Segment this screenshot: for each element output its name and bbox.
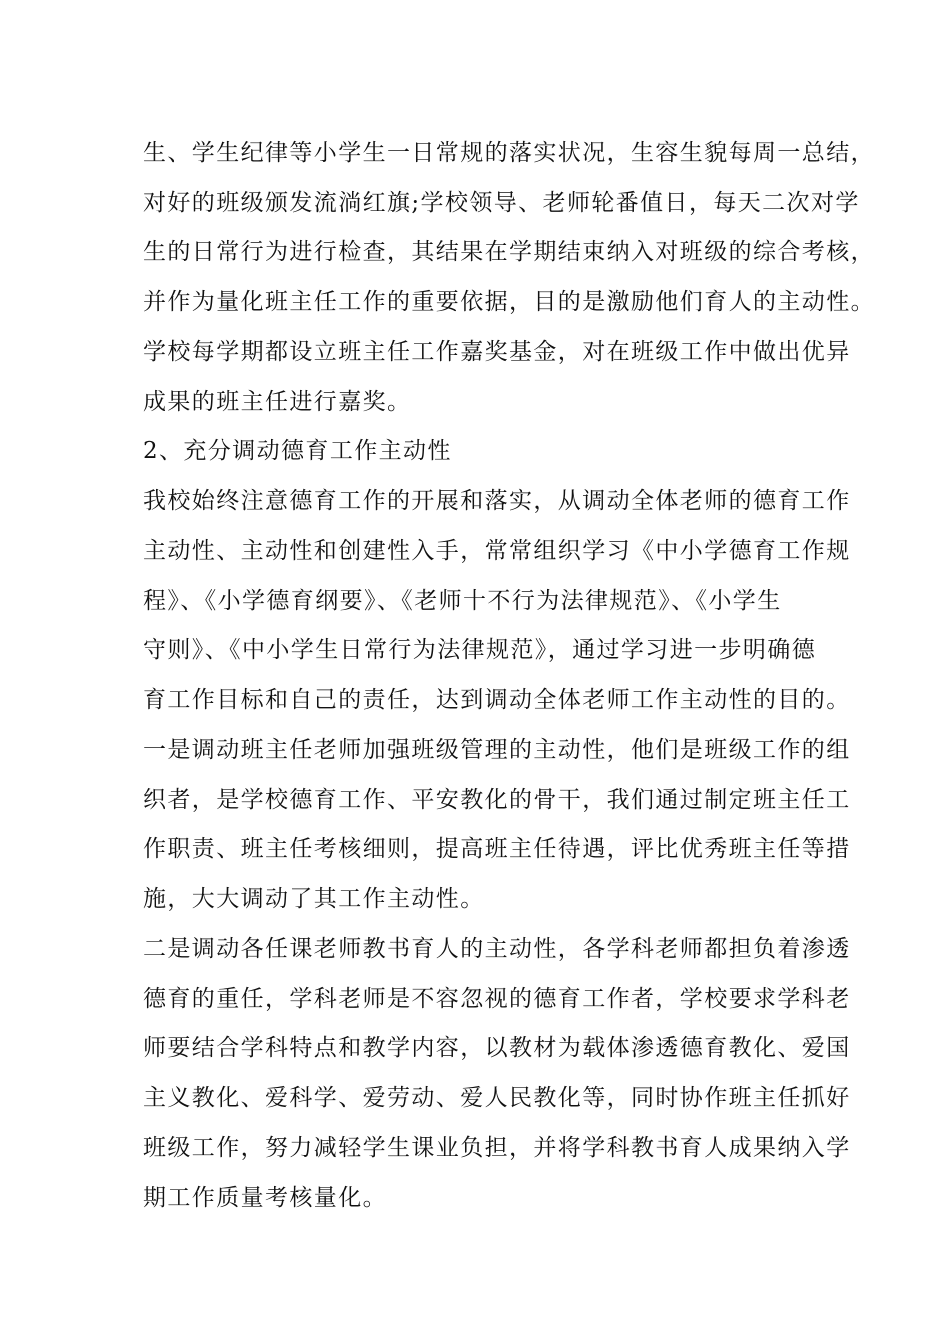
text-line: 生的日常行为进行检查，其结果在学期结束纳入对班级的综合考核，	[143, 239, 875, 265]
text-line: 我校始终注意德育工作的开展和落实，从调动全体老师的德育工作	[143, 488, 851, 514]
text-line: 施，大大调动了其工作主动性。	[143, 886, 485, 912]
text-line: 班级工作，努力减轻学生课业负担，并将学科教书育人成果纳入学	[143, 1135, 851, 1161]
text-line: 对好的班级颁发流淌红旗;学校领导、老师轮番值日，每天二次对学	[143, 190, 860, 216]
text-line: 期工作质量考核量化。	[143, 1185, 387, 1211]
text-line: 主动性、主动性和创建性入手，常常组织学习《中小学德育工作规	[143, 538, 851, 564]
text-line: 师要结合学科特点和教学内容，以教材为载体渗透德育教化、爱国	[143, 1035, 851, 1061]
text-line: 作职责、班主任考核细则，提高班主任待遇，评比优秀班主任等措	[143, 836, 851, 862]
section-heading: 2、充分调动德育工作主动性	[143, 438, 452, 464]
text-line: 守则》、《中小学生日常行为法律规范》，通过学习进一步明确德	[143, 637, 817, 663]
text-line: 织者，是学校德育工作、平安教化的骨干，我们通过制定班主任工	[143, 787, 851, 813]
text-line: 育工作目标和自己的责任，达到调动全体老师工作主动性的目的。	[143, 687, 851, 713]
text-line: 学校每学期都设立班主任工作嘉奖基金，对在班级工作中做出优异	[143, 339, 851, 365]
text-line: 一是调动班主任老师加强班级管理的主动性，他们是班级工作的组	[143, 737, 851, 763]
text-line: 德育的重任，学科老师是不容忽视的德育工作者，学校要求学科老	[143, 986, 851, 1012]
text-line: 二是调动各任课老师教书育人的主动性，各学科老师都担负着渗透	[143, 936, 851, 962]
text-line: 成果的班主任进行嘉奖。	[143, 389, 412, 415]
text-line: 并作为量化班主任工作的重要依据，目的是激励他们育人的主动性。	[143, 289, 875, 315]
text-line: 程》、《小学德育纲要》、《老师十不行为法律规范》、《小学生	[143, 588, 782, 614]
text-line: 主义教化、爱科学、爱劳动、爱人民教化等，同时协作班主任抓好	[143, 1085, 851, 1111]
text-line: 生、学生纪律等小学生一日常规的落实状况，生容生貌每周一总结，	[143, 140, 875, 166]
